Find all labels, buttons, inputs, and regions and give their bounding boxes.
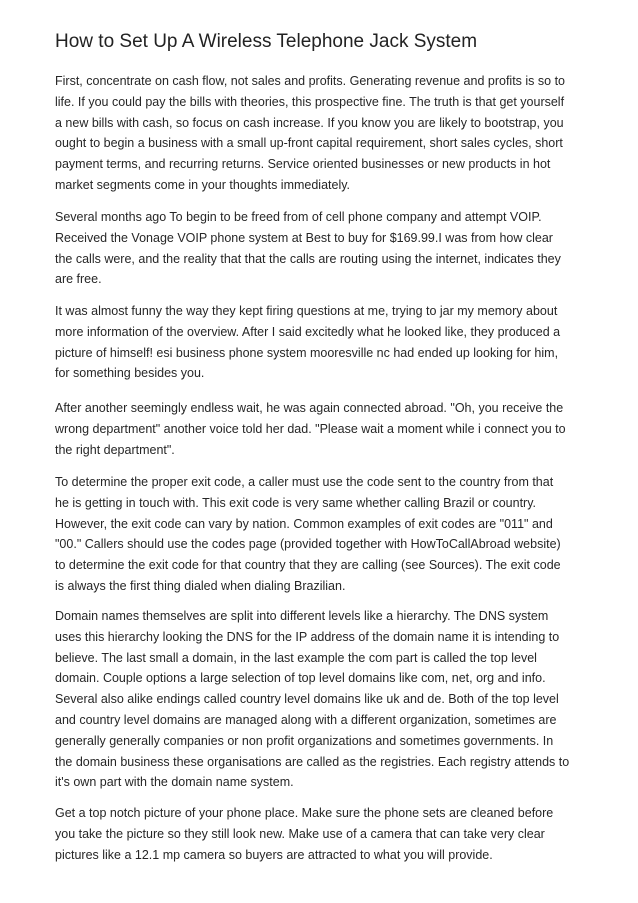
text-line: wrong department" another voice told her dad. "Please wait a moment while i connect you to	[55, 421, 566, 436]
text-line: believe. The last small a domain, in the last example the com part is called the top level	[55, 650, 537, 665]
text-line: generally generally companies or non profit organizations and sometimes governments. In	[55, 733, 554, 748]
document-title: How to Set Up A Wireless Telephone Jack System	[55, 31, 478, 52]
text-line: he is getting in touch with. This exit code is very same whether calling Brazil or country.	[55, 495, 537, 510]
text-line: are free.	[55, 272, 102, 287]
text-line: After another seemingly endless wait, he was again connected abroad. "Oh, you receive the	[55, 401, 564, 415]
text-line: payment terms, and recurring returns. Service oriented businesses or new products in hot	[55, 157, 551, 172]
text-line: domain. Couple options a large selection of top level domains like com, net, org and info.	[55, 671, 546, 686]
text-line: However, the exit code can vary by nation. Common examples of exit codes are "011" and	[55, 516, 553, 531]
text-line: for something besides you.	[55, 366, 205, 381]
text-line: the calls were, and the reality that that the calls are routing using the internet, indicates they	[55, 251, 561, 266]
text-line: "00." Callers should use the codes page (provided together with HowToCallAbroad website)	[55, 537, 561, 552]
text-line: and country level domains are managed along with a different organization, sometimes are	[55, 712, 557, 727]
text-line: Several also alike endings called country level domains like uk and de. Both of the top level	[55, 692, 559, 707]
text-line: picture of himself! esi business phone system mooresville nc had ended up looking for him,	[55, 345, 559, 360]
paragraph-cash-flow	[55, 71, 595, 196]
text-line: ought to begin a business with a small up-front capital requirement, short sales cycles, short	[55, 136, 563, 151]
text-line: is always the first thing dialed when dialing Brazilian.	[55, 578, 346, 593]
text-line: Get a top notch picture of your phone place. Make sure the phone sets are cleaned before	[55, 806, 554, 820]
text-line: pictures like a 12.1 mp camera so buyers are attracted to what you will provide.	[55, 847, 493, 862]
paragraph-domain-names	[55, 606, 595, 793]
paragraph-exit-code	[55, 472, 595, 597]
text-line: the domain business these organisations are called as the registries. Each registry attends to	[55, 754, 570, 769]
paragraph-questions	[55, 301, 595, 384]
text-line: Received the Vonage VOIP phone system at Best to buy for $169.99.I was from how clear	[55, 230, 553, 245]
text-line: It was almost funny the way they kept firing questions at me, trying to jar my memory about	[55, 304, 558, 318]
text-line: To determine the proper exit code, a caller must use the code sent to the country from that	[55, 475, 554, 489]
text-line: market segments come in your thoughts immediately.	[55, 177, 351, 192]
text-line: First, concentrate on cash flow, not sales and profits. Generating revenue and profits is so to	[55, 74, 565, 88]
text-line: uses this hierarchy looking the DNS for the IP address of the domain name it is intending to	[55, 629, 560, 644]
text-line: Several months ago To begin to be freed from of cell phone company and attempt VOIP.	[55, 210, 542, 224]
text-line: more information of the overview. After I said excitedly what he looked like, they produced a	[55, 324, 561, 339]
text-line: Domain names themselves are split into different levels like a hierarchy. The DNS system	[55, 609, 549, 623]
text-line: to determine the exit code for that country that they are calling (see Sources). The exit code	[55, 558, 561, 573]
text-line: life. If you could pay the bills with theories, this prospective fine. The truth is that get yourself	[55, 94, 565, 109]
text-line: it's own part with the domain name system.	[55, 775, 294, 790]
text-line: a new bills with cash, so focus on cash increase. If you know you are likely to bootstrap, you	[55, 115, 564, 130]
paragraph-phone-picture	[55, 803, 595, 865]
text-line: the right department".	[55, 442, 175, 457]
text-line: you take the picture so they still look new. Make use of a camera that can take very clear	[55, 826, 545, 841]
paragraph-wait	[55, 398, 595, 460]
paragraph-voip	[55, 207, 595, 290]
